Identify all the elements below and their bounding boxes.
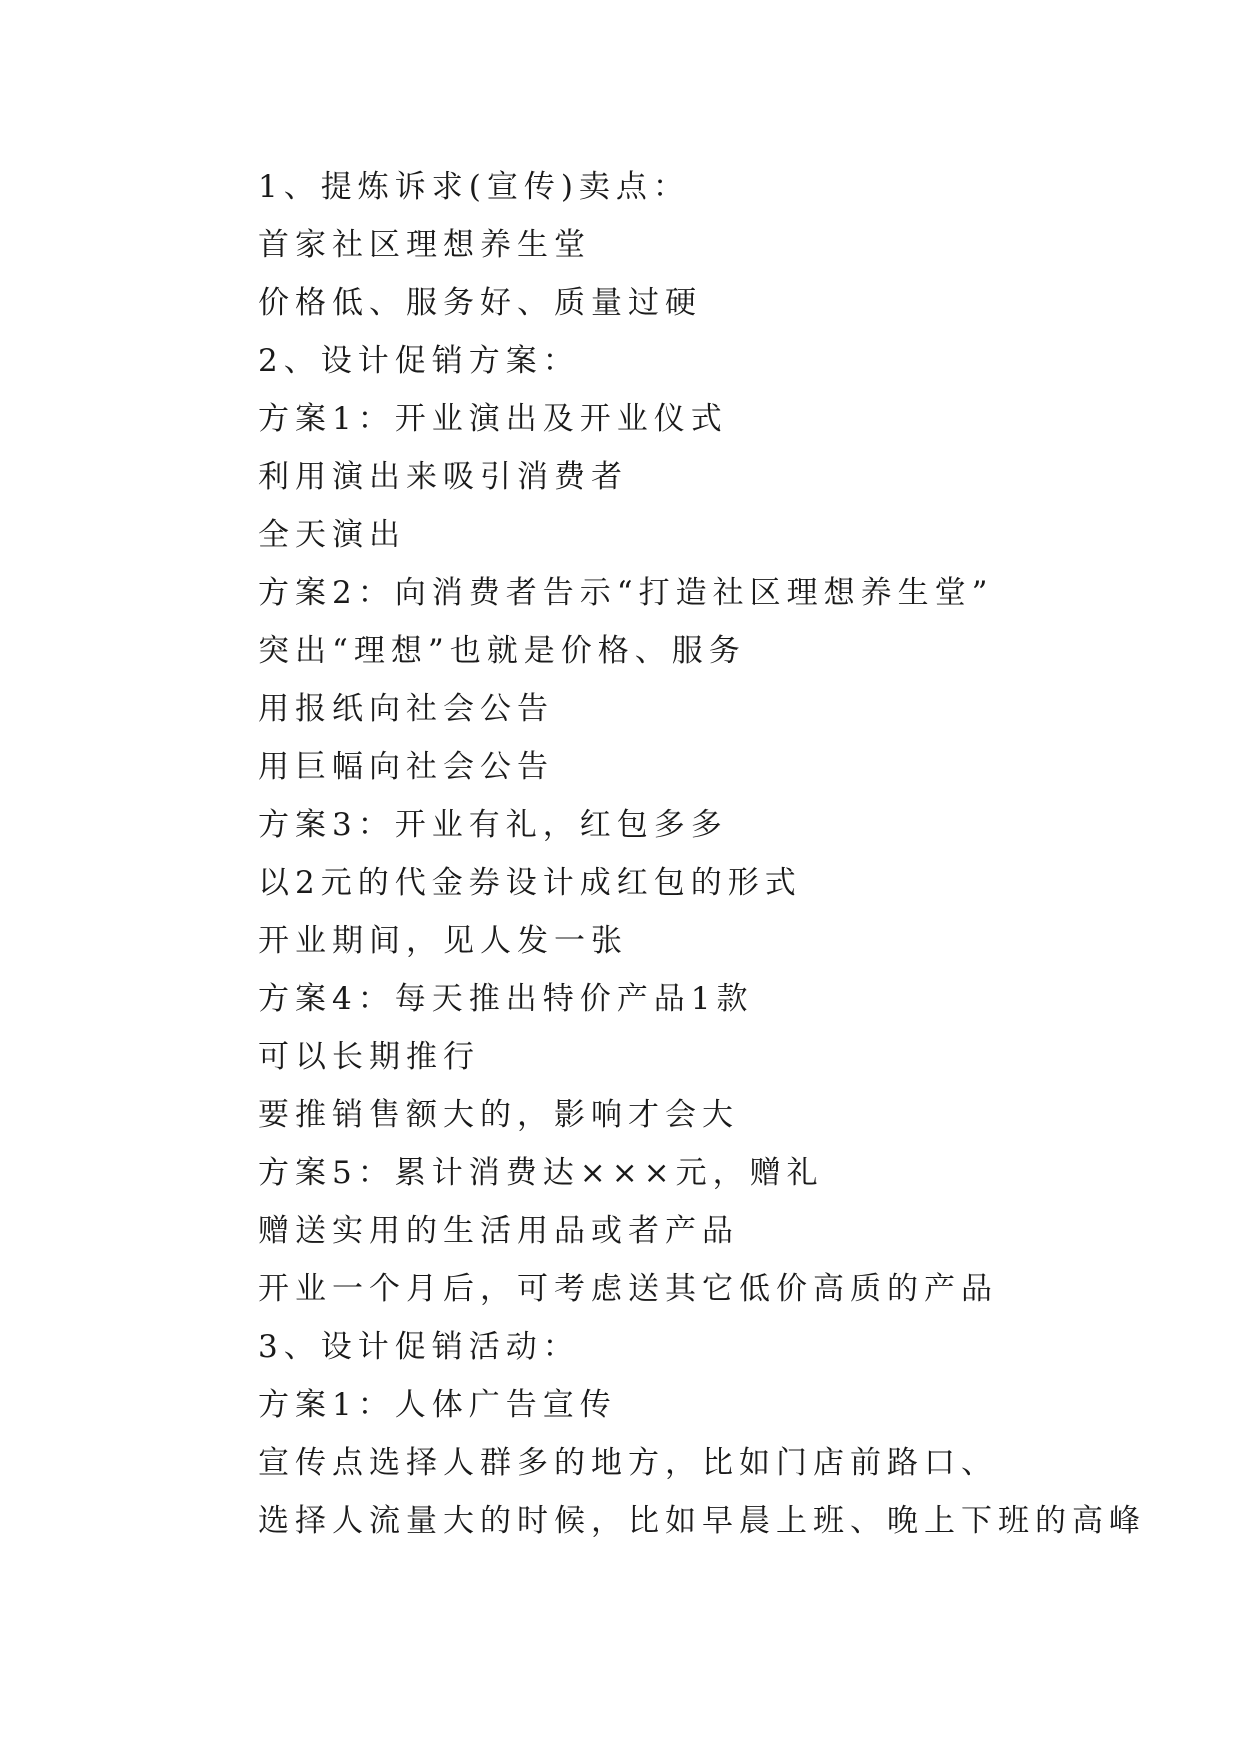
plan-heading: 方案1：开业演出及开业仪式 — [258, 401, 728, 437]
text-line: 赠送实用的生活用品或者产品 — [258, 1213, 739, 1249]
text-line: 用报纸向社会公告 — [258, 691, 554, 727]
text-line: 价格低、服务好、质量过硬 — [258, 285, 702, 321]
document-body — [258, 158, 1158, 1550]
text-line: 选择人流量大的时候，比如早晨上班、晚上下班的高峰 — [258, 1503, 1146, 1539]
text-line: 利用演出来吸引消费者 — [258, 459, 628, 495]
plan-heading: 方案4：每天推出特价产品1款 — [258, 981, 754, 1017]
text-line: 以2元的代金券设计成红包的形式 — [258, 865, 802, 901]
section-heading-promotion-plans: 2、设计促销方案： — [258, 343, 580, 379]
text-line: 全天演出 — [258, 517, 406, 553]
text-line: 可以长期推行 — [258, 1039, 480, 1075]
plan-heading: 方案3：开业有礼，红包多多 — [258, 807, 728, 843]
text-line: 首家社区理想养生堂 — [258, 227, 591, 263]
text-line: 用巨幅向社会公告 — [258, 749, 554, 785]
text-line: 开业期间，见人发一张 — [258, 923, 628, 959]
section-heading-selling-points: 1、提炼诉求(宣传)卖点： — [258, 169, 690, 205]
plan-heading: 方案1：人体广告宣传 — [258, 1387, 617, 1423]
text-line: 突出“理想”也就是价格、服务 — [258, 633, 746, 669]
section-heading-promotion-activities: 3、设计促销活动： — [258, 1329, 580, 1365]
text-line: 宣传点选择人群多的地方，比如门店前路口、 — [258, 1445, 998, 1481]
plan-heading: 方案2：向消费者告示“打造社区理想养生堂” — [258, 575, 994, 611]
text-line: 开业一个月后，可考虑送其它低价高质的产品 — [258, 1271, 998, 1307]
text-line: 要推销售额大的，影响才会大 — [258, 1097, 739, 1133]
plan-heading: 方案5：累计消费达×××元，赠礼 — [258, 1155, 824, 1191]
